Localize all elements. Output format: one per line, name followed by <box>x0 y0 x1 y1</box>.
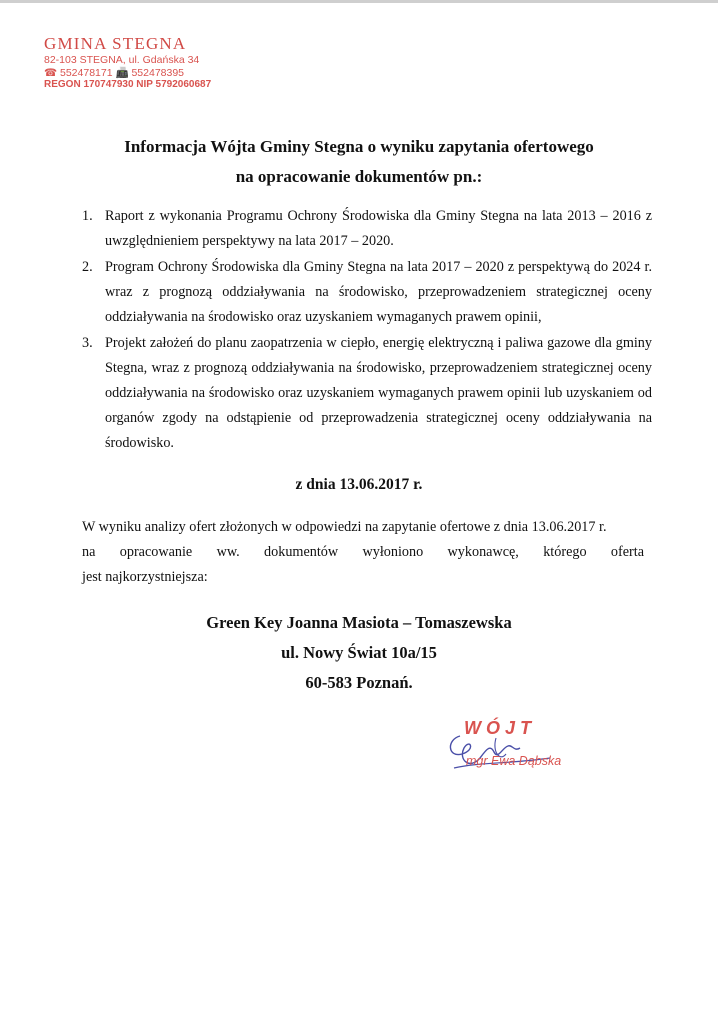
list-item-number: 3. <box>82 335 93 351</box>
result-line-2: na opracowanie ww. dokumentów wyłoniono wykonawcę, którego oferta <box>82 544 644 560</box>
signature-stamp <box>440 718 610 798</box>
stamp-phones: ☎ 552478171 📠 552478395 <box>44 66 185 79</box>
document-heading <box>0 132 718 192</box>
list-item-text: Program Ochrony Środowiska dla Gminy Stegna na lata 2017 – 2020 z perspektywą do 2024 r. wraz z prognozą oddziaływania na środowisko, przeprowadzeniem strategicznej oceny oddziaływania na środowisko oraz uzyskaniem wymaganych prawem opinii, <box>105 259 652 325</box>
office-stamp <box>44 34 211 92</box>
list-item <box>82 255 652 330</box>
winning-contractor <box>0 608 718 698</box>
documents-list <box>82 204 652 457</box>
winner-city: 60-583 Poznań. <box>305 673 413 692</box>
heading-line-2: na opracowanie dokumentów pn.: <box>235 167 483 186</box>
winner-name: Green Key Joanna Masiota – Tomaszewska <box>206 613 512 632</box>
page-edge <box>0 0 718 3</box>
announcement-date: z dnia 13.06.2017 r. <box>295 476 423 493</box>
list-item <box>82 204 652 254</box>
list-item-number: 2. <box>82 259 93 275</box>
list-item-text: Projekt założeń do planu zaopatrzenia w ciepło, energię elektryczną i paliwa gazowe dla gminy Stegna, wraz z prognozą oddziaływania na środowisko, przeprowadzeniem strategicznej oceny oddziaływania na środowisko oraz uzyskaniem wymaganych prawem opinii lub uzyskaniem od organów zgody na odstąpienie od przeprowadzenia strategicznej oceny oddziaływania na środowisko. <box>105 335 652 451</box>
list-item-number: 1. <box>82 208 93 224</box>
stamp-address: 82-103 STEGNA, ul. Gdańska 34 <box>44 54 200 66</box>
result-paragraph <box>82 515 644 590</box>
stamp-ids: REGON 170747930 NIP 5792060687 <box>44 79 212 90</box>
winner-street: ul. Nowy Świat 10a/15 <box>281 643 437 662</box>
list-item-text: Raport z wykonania Programu Ochrony Środowiska dla Gminy Stegna na lata 2013 – 2016 z uwzględnieniem perspektywy na lata 2017 – 2020. <box>105 208 652 249</box>
result-line-1: W wyniku analizy ofert złożonych w odpowiedzi na zapytanie ofertowe z dnia 13.06.2017 r. <box>82 519 607 535</box>
result-line-3: jest najkorzystniejsza: <box>82 569 208 585</box>
list-item <box>82 331 652 456</box>
signature-role: WÓJT <box>464 718 536 738</box>
signature-name: mgr Ewa Dąbska <box>466 754 562 768</box>
stamp-title: GMINA STEGNA <box>44 34 187 53</box>
heading-line-1: Informacja Wójta Gminy Stegna o wyniku zapytania ofertowego <box>124 137 594 156</box>
